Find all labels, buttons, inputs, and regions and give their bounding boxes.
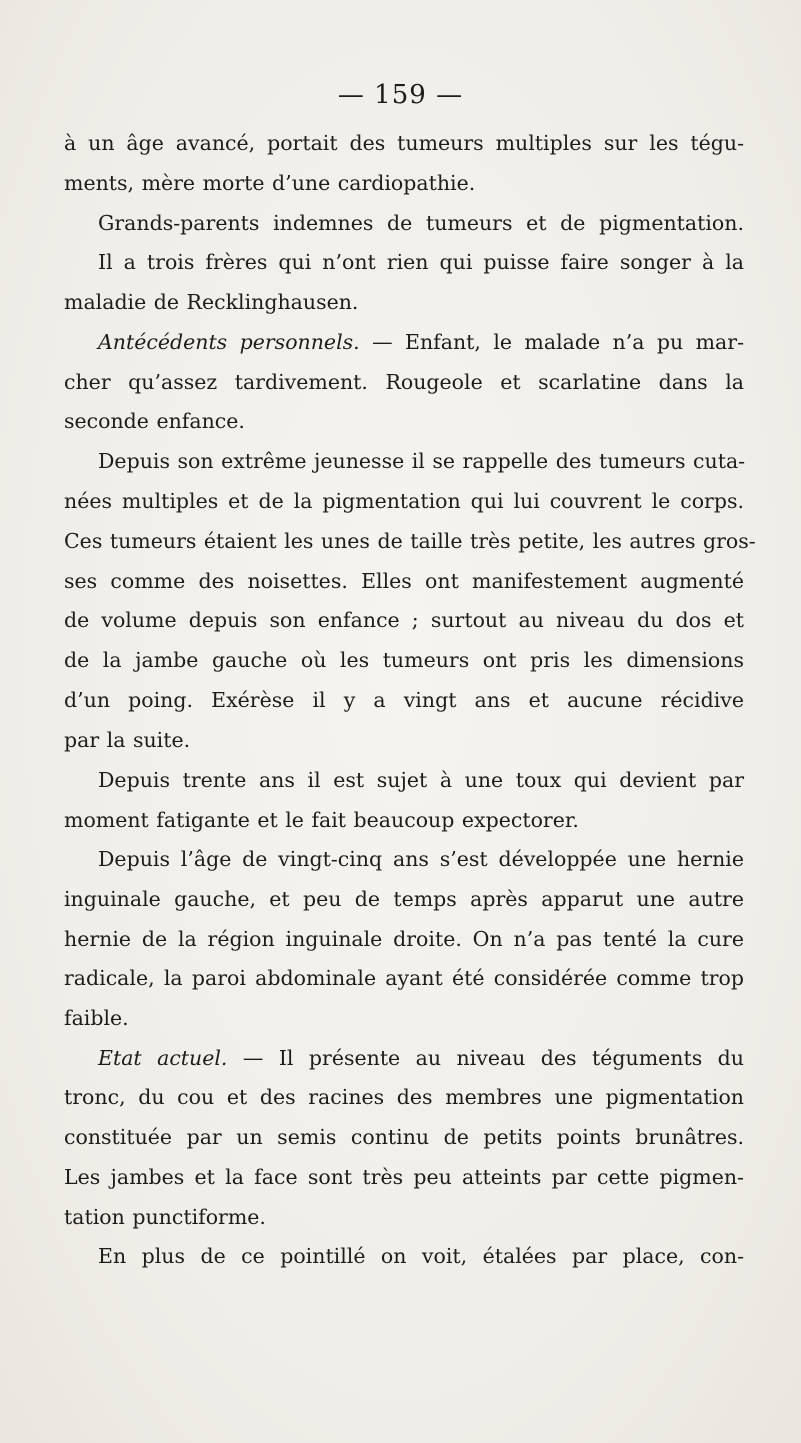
text-line: faible. [64,1006,129,1030]
text-line: de la jambe gauche où les tumeurs ont pris les dimensions [64,648,744,672]
page-number: — 159 — [337,80,464,110]
text-line: ments, mère morte d’une cardiopathie. [64,171,476,195]
text-line: Grands-parents indemnes de tumeurs et de pigmentation. [98,211,744,235]
text-line: ses comme des noisettes. Elles ont manifestement augmenté [64,569,744,593]
text-line: hernie de la région inguinale droite. On n’a pas tenté la cure [64,927,744,951]
text-line: de volume depuis son enfance ; surtout au niveau du dos et [64,608,744,632]
text-line: constituée par un semis continu de petits points brunâtres. [64,1125,744,1149]
section-heading-etat-actuel: Etat actuel. [98,1046,228,1070]
text-line: inguinale gauche, et peu de temps après apparut une autre [64,887,744,911]
text-line: tation punctiforme. [64,1205,266,1229]
text-line: maladie de Recklinghausen. [64,290,359,314]
text-line: Etat actuel. — Il présente au niveau des téguments du [98,1046,745,1070]
text-line: Ces tumeurs étaient les unes de taille très petite, les autres gros- [64,529,756,553]
section-heading-antecedents: Antécédents personnels. [98,330,360,354]
text-line: Depuis l’âge de vingt-cinq ans s’est développée une hernie [98,847,744,871]
text-line: Depuis trente ans il est sujet à une toux qui devient par [98,768,744,792]
text-line: Antécédents personnels. — Enfant, le malade n’a pu mar- [98,330,744,354]
text-line: moment fatigante et le fait beaucoup expectorer. [64,808,579,832]
text-line: Les jambes et la face sont très peu atteints par cette pigmen- [64,1165,744,1189]
text-line: Depuis son extrême jeunesse il se rappelle des tumeurs cuta- [98,449,746,473]
text-line: par la suite. [64,728,191,752]
text-line: à un âge avancé, portait des tumeurs multiples sur les tégu- [64,131,744,155]
text-line: Il a trois frères qui n’ont rien qui puisse faire songer à la [98,250,744,274]
text-line: nées multiples et de la pigmentation qui lui couvrent le corps. [64,489,744,513]
text-line: tronc, du cou et des racines des membres une pigmentation [64,1085,744,1109]
text-line: seconde enfance. [64,409,245,433]
text-line: d’un poing. Exérèse il y a vingt ans et aucune récidive [64,688,744,712]
text-line: En plus de ce pointillé on voit, étalées par place, con- [98,1244,744,1268]
text-line: cher qu’assez tardivement. Rougeole et scarlatine dans la [64,370,744,394]
text-line: radicale, la paroi abdominale ayant été considérée comme trop [64,966,744,990]
